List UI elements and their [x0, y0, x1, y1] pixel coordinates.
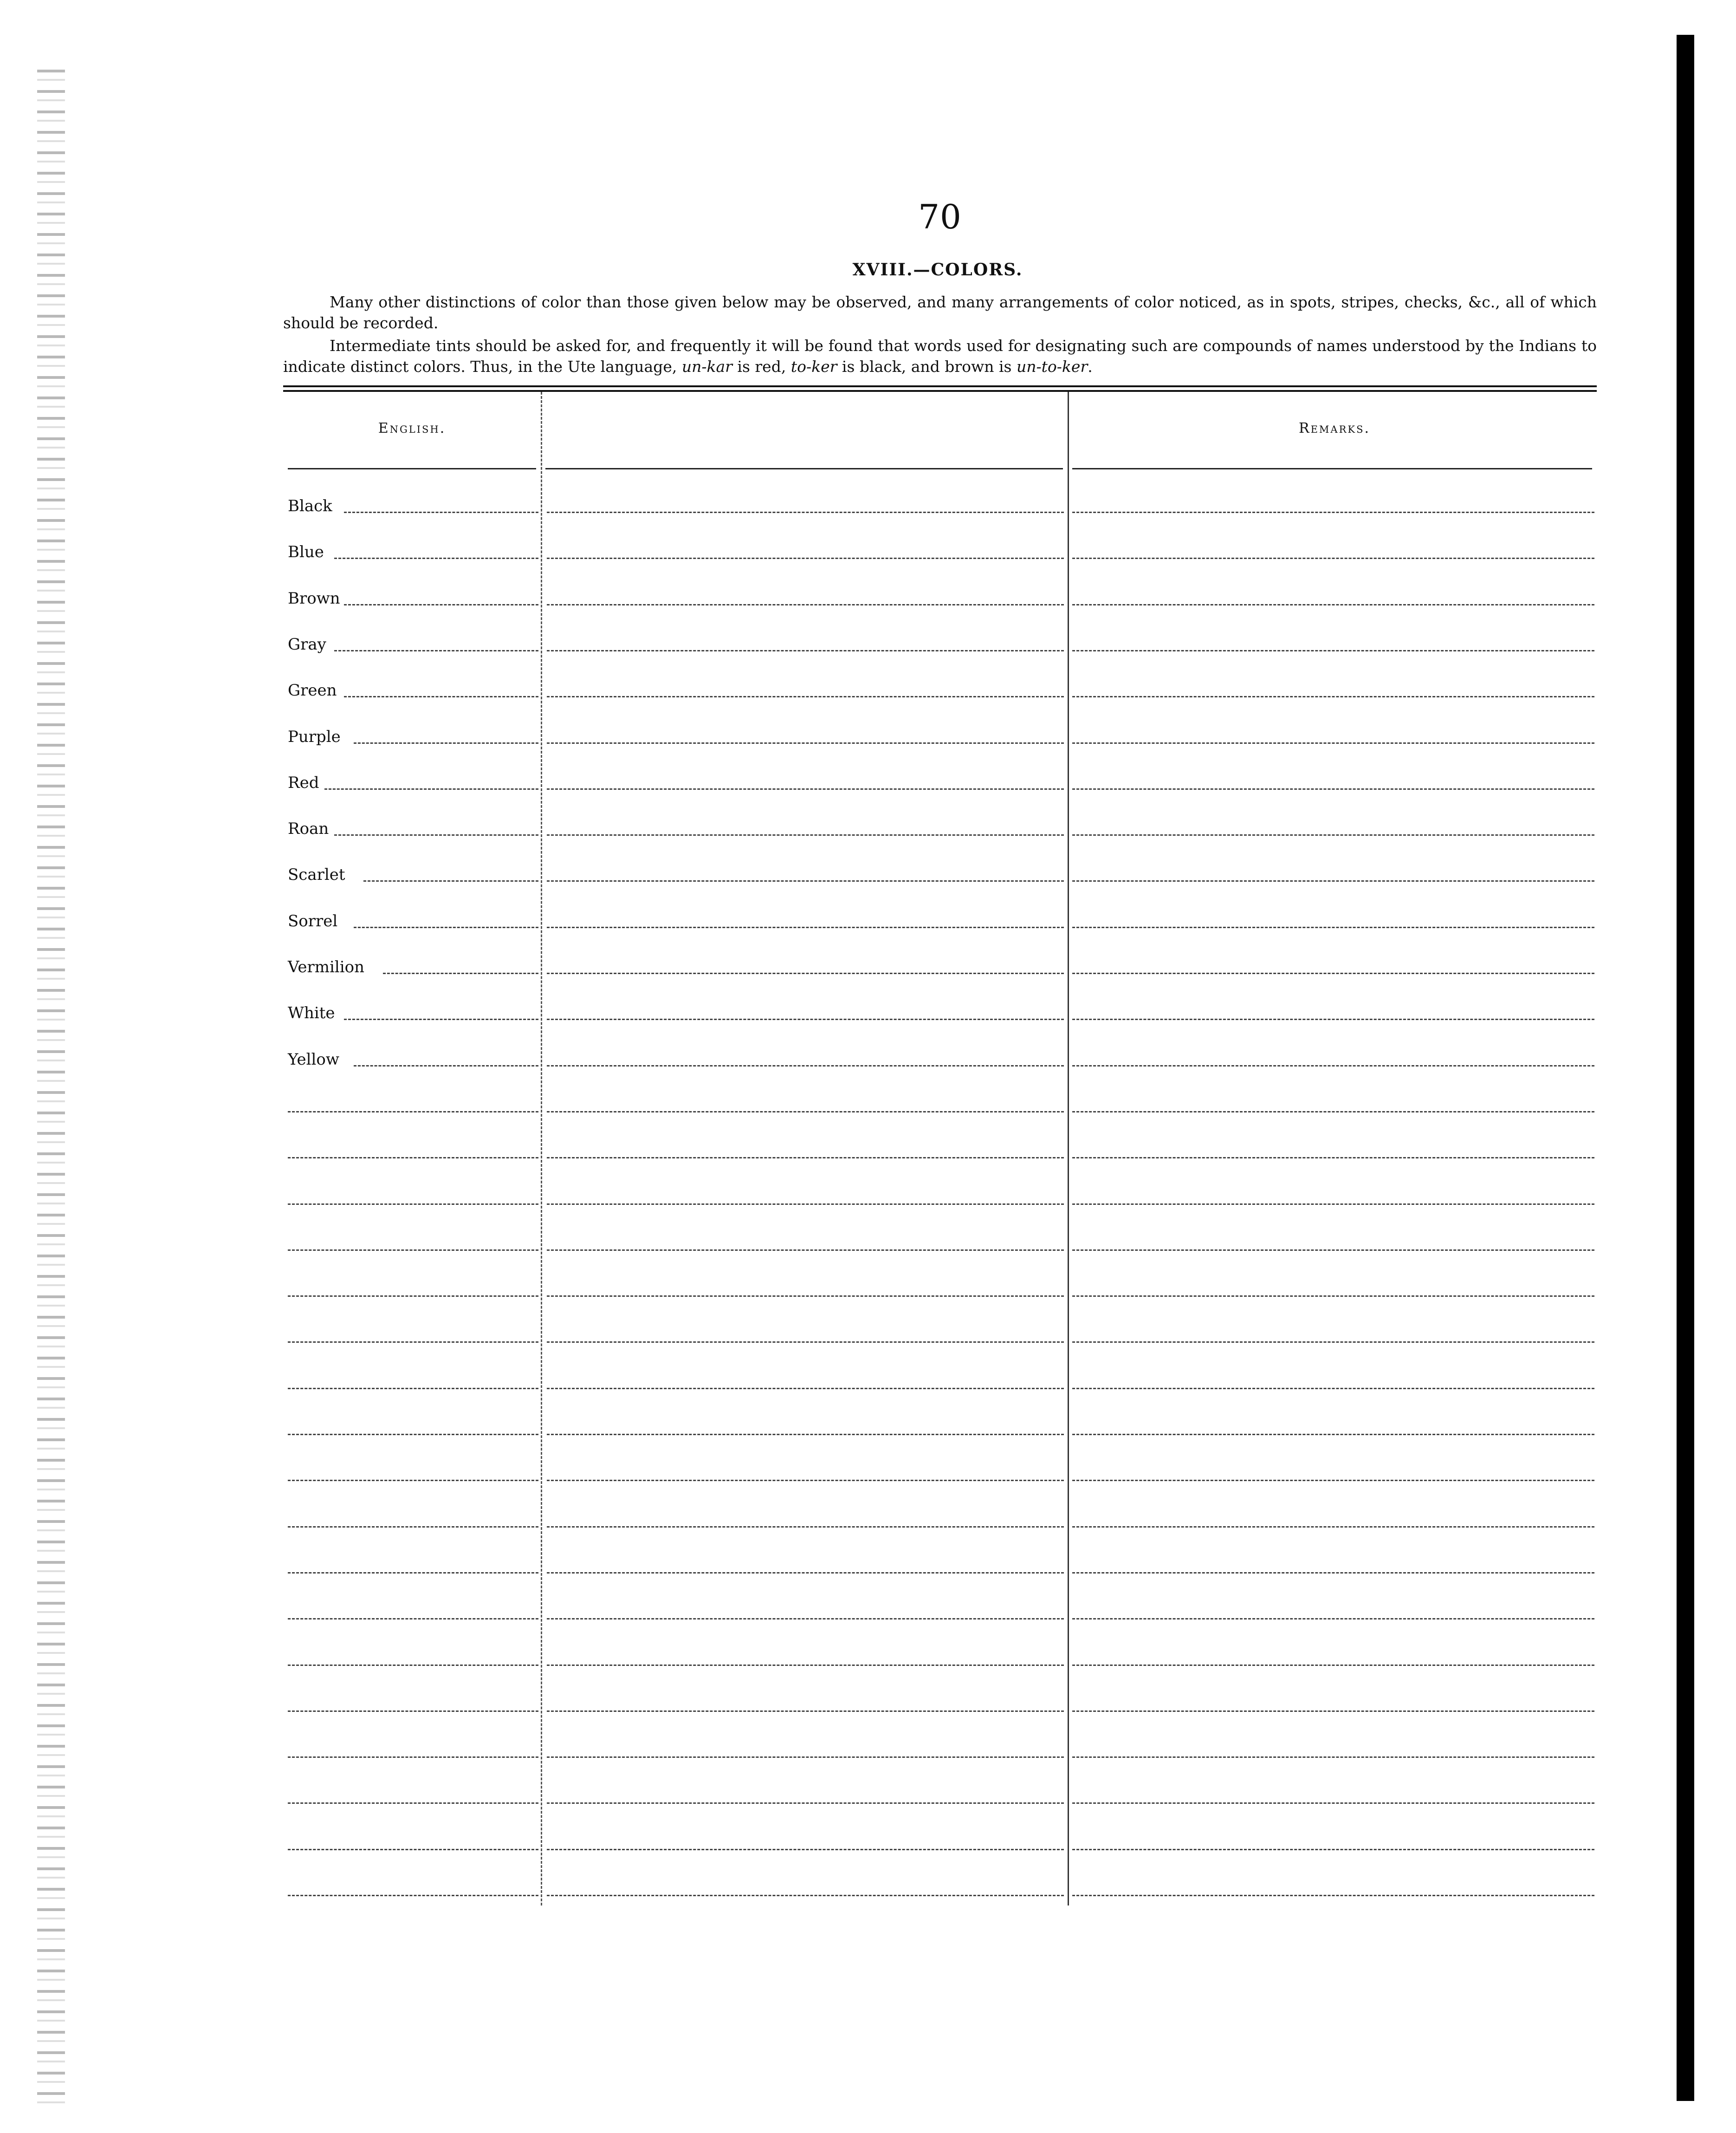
- row-label: Black: [288, 497, 332, 515]
- native-cell-line[interactable]: [547, 604, 1064, 605]
- native-cell-line[interactable]: [547, 1019, 1064, 1020]
- column-divider-2: [1068, 392, 1069, 1905]
- native-cell-line[interactable]: [547, 1572, 1064, 1574]
- english-cell-line[interactable]: [344, 512, 538, 513]
- native-cell-line[interactable]: [547, 1665, 1064, 1666]
- remarks-cell-line[interactable]: [1072, 1710, 1594, 1712]
- native-cell-line[interactable]: [547, 558, 1064, 559]
- intro-text: [283, 292, 1597, 377]
- row-label: Yellow: [288, 1050, 339, 1069]
- english-cell-line[interactable]: [288, 1157, 538, 1158]
- remarks-cell-line[interactable]: [1072, 927, 1594, 928]
- page-number: 70: [918, 197, 962, 236]
- native-cell-line[interactable]: [547, 1480, 1064, 1481]
- remarks-cell-line[interactable]: [1072, 1802, 1594, 1804]
- remarks-cell-line[interactable]: [1072, 1111, 1594, 1112]
- remarks-cell-line[interactable]: [1072, 1203, 1594, 1205]
- english-cell-line[interactable]: [354, 927, 538, 928]
- remarks-cell-line[interactable]: [1072, 1526, 1594, 1528]
- native-cell-line[interactable]: [547, 880, 1064, 882]
- intro-p2-black: is black, and brown is: [837, 358, 1017, 376]
- english-cell-line[interactable]: [288, 1203, 538, 1205]
- native-cell-line[interactable]: [547, 1203, 1064, 1205]
- row-label: Red: [288, 774, 319, 792]
- native-cell-line[interactable]: [547, 742, 1064, 744]
- english-cell-line[interactable]: [288, 1526, 538, 1528]
- scan-binding-edge: [37, 70, 65, 2103]
- native-cell-line[interactable]: [547, 1111, 1064, 1112]
- intro-p2-end: .: [1088, 358, 1093, 376]
- english-cell-line[interactable]: [354, 742, 538, 744]
- row-label: Green: [288, 681, 337, 700]
- native-cell-line[interactable]: [547, 1895, 1064, 1896]
- intro-p2-red: is red,: [732, 358, 791, 376]
- english-cell-line[interactable]: [288, 1895, 538, 1896]
- remarks-cell-line[interactable]: [1072, 604, 1594, 605]
- row-label: Scarlet: [288, 865, 345, 884]
- remarks-cell-line[interactable]: [1072, 1756, 1594, 1758]
- native-cell-line[interactable]: [547, 650, 1064, 651]
- term-brown: un-to-ker: [1016, 358, 1088, 376]
- row-label: Gray: [288, 635, 326, 654]
- native-cell-line[interactable]: [547, 1065, 1064, 1066]
- header-remarks: Remarks.: [1298, 420, 1370, 436]
- native-cell-line[interactable]: [547, 1295, 1064, 1297]
- remarks-cell-line[interactable]: [1072, 973, 1594, 974]
- remarks-cell-line[interactable]: [1072, 1849, 1594, 1850]
- native-cell-line[interactable]: [547, 1157, 1064, 1158]
- remarks-cell-line[interactable]: [1072, 1341, 1594, 1343]
- native-cell-line[interactable]: [547, 834, 1064, 836]
- term-black: to-ker: [790, 358, 837, 376]
- english-cell-line[interactable]: [363, 880, 538, 882]
- remarks-cell-line[interactable]: [1072, 1434, 1594, 1435]
- english-cell-line[interactable]: [288, 1849, 538, 1850]
- english-cell-line[interactable]: [344, 604, 538, 605]
- row-label: Roan: [288, 819, 329, 838]
- english-cell-line[interactable]: [288, 1434, 538, 1435]
- header-rule-native: [545, 468, 1063, 469]
- remarks-cell-line[interactable]: [1072, 558, 1594, 559]
- native-cell-line[interactable]: [547, 1434, 1064, 1435]
- english-cell-line[interactable]: [334, 834, 538, 836]
- row-label: Purple: [288, 728, 341, 746]
- header-rule-remarks: [1072, 468, 1592, 469]
- remarks-cell-line[interactable]: [1072, 1480, 1594, 1481]
- remarks-cell-line[interactable]: [1072, 834, 1594, 836]
- term-red: un-kar: [681, 358, 732, 376]
- remarks-cell-line[interactable]: [1072, 1388, 1594, 1389]
- remarks-cell-line[interactable]: [1072, 880, 1594, 882]
- column-divider-1: [541, 392, 542, 1905]
- native-cell-line[interactable]: [547, 1802, 1064, 1804]
- native-cell-line[interactable]: [547, 1388, 1064, 1389]
- native-cell-line[interactable]: [547, 1526, 1064, 1528]
- remarks-cell-line[interactable]: [1072, 788, 1594, 790]
- scan-dark-edge: [1677, 35, 1694, 2101]
- english-cell-line[interactable]: [288, 1388, 538, 1389]
- english-cell-line[interactable]: [383, 973, 538, 974]
- native-cell-line[interactable]: [547, 1756, 1064, 1758]
- english-cell-line[interactable]: [288, 1665, 538, 1666]
- english-cell-line[interactable]: [344, 1019, 538, 1020]
- remarks-cell-line[interactable]: [1072, 1157, 1594, 1158]
- remarks-cell-line[interactable]: [1072, 1019, 1594, 1020]
- english-cell-line[interactable]: [288, 1341, 538, 1343]
- english-cell-line[interactable]: [324, 788, 538, 790]
- native-cell-line[interactable]: [547, 1710, 1064, 1712]
- remarks-cell-line[interactable]: [1072, 1065, 1594, 1066]
- english-cell-line[interactable]: [288, 1480, 538, 1481]
- english-cell-line[interactable]: [344, 696, 538, 697]
- remarks-cell-line[interactable]: [1072, 696, 1594, 697]
- english-cell-line[interactable]: [288, 1572, 538, 1574]
- english-cell-line[interactable]: [288, 1295, 538, 1297]
- remarks-cell-line[interactable]: [1072, 742, 1594, 744]
- english-cell-line[interactable]: [354, 1065, 538, 1066]
- remarks-cell-line[interactable]: [1072, 1895, 1594, 1896]
- native-cell-line[interactable]: [547, 696, 1064, 697]
- remarks-cell-line[interactable]: [1072, 1572, 1594, 1574]
- intro-paragraph-2: [283, 335, 1597, 377]
- table-top-rule: [283, 385, 1597, 392]
- native-cell-line[interactable]: [547, 1849, 1064, 1850]
- english-cell-line[interactable]: [288, 1802, 538, 1804]
- english-cell-line[interactable]: [334, 650, 538, 651]
- row-label: Vermilion: [288, 958, 365, 976]
- row-label: Blue: [288, 543, 324, 561]
- english-cell-line[interactable]: [288, 1710, 538, 1712]
- native-cell-line[interactable]: [547, 927, 1064, 928]
- header-english: English.: [378, 420, 446, 436]
- remarks-cell-line[interactable]: [1072, 650, 1594, 651]
- native-cell-line[interactable]: [547, 1341, 1064, 1343]
- native-cell-line[interactable]: [547, 788, 1064, 790]
- remarks-cell-line[interactable]: [1072, 1295, 1594, 1297]
- native-cell-line[interactable]: [547, 512, 1064, 513]
- intro-paragraph-1: Many other distinctions of color than those given below may be observed, and many arrangements of color noticed, as in spots, stripes, checks, &c., all of which should be recorded.: [283, 293, 1597, 332]
- english-cell-line[interactable]: [288, 1249, 538, 1251]
- remarks-cell-line[interactable]: [1072, 512, 1594, 513]
- native-cell-line[interactable]: [547, 1249, 1064, 1251]
- row-label: Sorrel: [288, 912, 338, 930]
- english-cell-line[interactable]: [334, 558, 538, 559]
- intro-p2-start: Intermediate tints should be asked for, and frequently it will be found that words used for designating such are compounds of names understood by the Indians to indicate distinct colors. Thus, in the Ute language,: [283, 337, 1597, 376]
- section-title: XVIII.—COLORS.: [852, 260, 1023, 280]
- native-cell-line[interactable]: [547, 973, 1064, 974]
- english-cell-line[interactable]: [288, 1111, 538, 1112]
- native-cell-line[interactable]: [547, 1618, 1064, 1619]
- english-cell-line[interactable]: [288, 1618, 538, 1619]
- remarks-cell-line[interactable]: [1072, 1618, 1594, 1619]
- row-label: Brown: [288, 589, 340, 608]
- remarks-cell-line[interactable]: [1072, 1249, 1594, 1251]
- remarks-cell-line[interactable]: [1072, 1665, 1594, 1666]
- english-cell-line[interactable]: [288, 1756, 538, 1758]
- row-label: White: [288, 1004, 335, 1022]
- header-rule-english: [288, 468, 536, 469]
